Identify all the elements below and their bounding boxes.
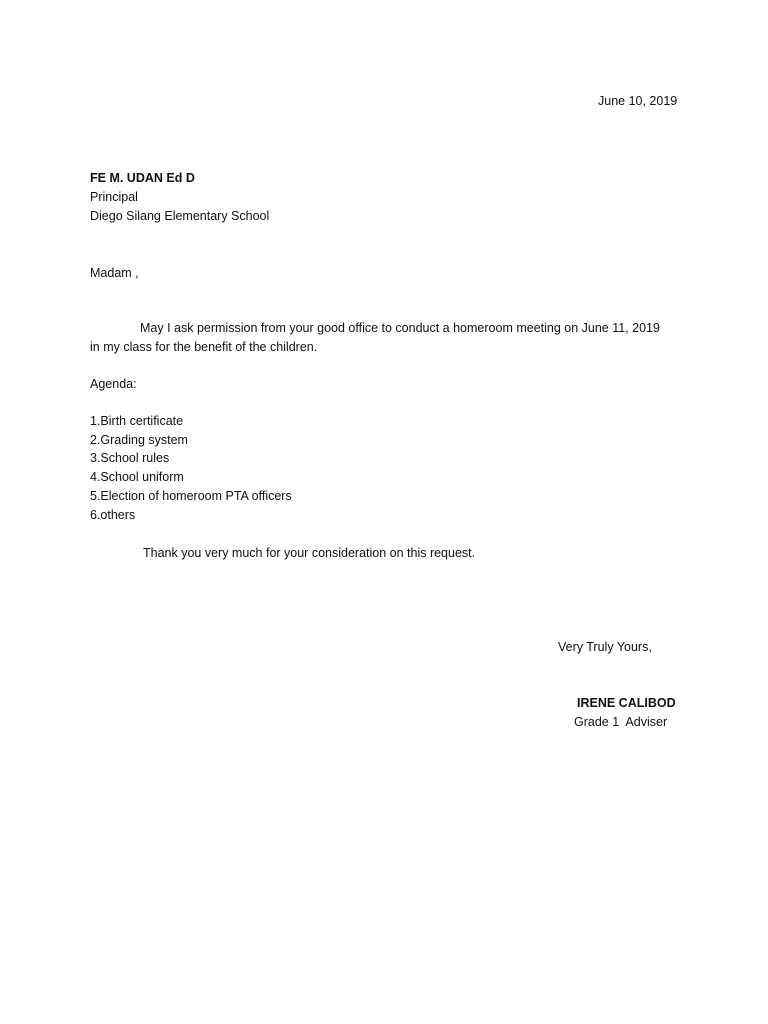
body-paragraph-line-1: May I ask permission from your good office to conduct a homeroom meeting on June 11, 2019 [140,321,660,335]
recipient-name: FE M. UDAN Ed D [90,171,195,185]
agenda-heading: Agenda: [90,377,137,391]
recipient-title: Principal [90,190,138,204]
letter-date: June 10, 2019 [598,94,678,108]
valediction: Very Truly Yours, [558,640,652,654]
recipient-school: Diego Silang Elementary School [90,209,270,223]
agenda-item: 1.Birth certificate [90,414,184,428]
signatory-name: IRENE CALIBOD [577,696,676,710]
closing-paragraph: Thank you very much for your consideration on this request. [143,546,476,560]
agenda-item: 6.others [90,507,136,522]
agenda-item: 3.School rules [90,451,170,466]
signatory-title: Grade 1 Adviser [574,715,668,729]
agenda-item: 5.Election of homeroom PTA officers [90,488,292,503]
agenda-list [90,412,292,524]
agenda-item: 4.School uniform [90,470,184,485]
agenda-item: 2.Grading system [90,432,188,447]
body-paragraph-line-2: in my class for the benefit of the children. [90,340,318,354]
salutation: Madam , [90,266,139,280]
